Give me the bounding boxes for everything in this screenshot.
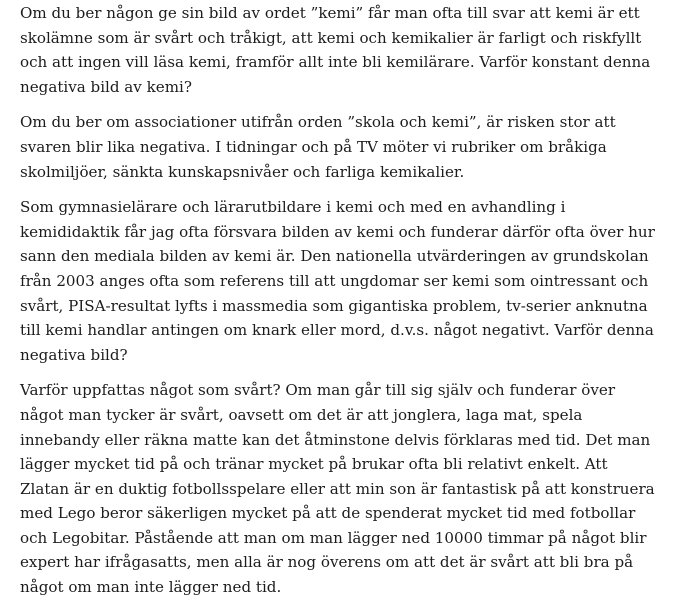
paragraph-4: Varför uppfattas något som svårt? Om man går till sig själv och funderar över något man tycker är svårt, oavsett om det är att jonglera, laga mat, spela innebandy eller räkna matte kan det åtminstone delvis förklaras med tid. Det man lägger mycket tid på och tränar mycket på brukar ofta bli relativt enkelt. Att Zlatan är en duktig fotbollsspelare eller att min son är fantastisk på att konstruera med Lego beror säkerligen mycket på att de spenderat mycket tid med fotbollar och Legobitar. Påstående att man om man lägger ned 10000 timmar på något blir expert har ifrågasatts, men alla är nog överens om att det är svårt att bli bra på något om man inte lägger ned tid. [20,381,655,597]
paragraph-3: Som gymnasielärare och lärarutbildare i kemi och med en avhandling i kemididaktik får jag ofta försvara bilden av kemi och funderar därför ofta över hur sann den mediala bilden av kemi är. Den nationella utvärderingen av grundskolan från 2003 anges ofta som referens till att ungdomar ser kemi som ointressant och svårt, PISA-resultat lyfts i massmedia som gigantiska problem, tv-serier anknutna till kemi handlar antingen om knark eller mord, d.v.s. något negativt. Varför denna negativa bild? [20,198,655,364]
paragraph-2: Om du ber om associationer utifrån orden ”skola och kemi”, är risken stor att svaren blir lika negativa. I tidningar och på TV möter vi rubriker om bråkiga skolmiljöer, sänkta kunskapsnivåer och farliga kemikalier. [20,113,616,181]
paragraph-1: Om du ber någon ge sin bild av ordet ”kemi” får man ofta till svar att kemi är ett skolämne som är svårt och tråkigt, att kemi och kemikalier är farligt och riskfyllt och att ingen vill läsa kemi, framför allt inte bli kemilärare. Varför konstant denna negativa bild av kemi? [20,4,651,96]
